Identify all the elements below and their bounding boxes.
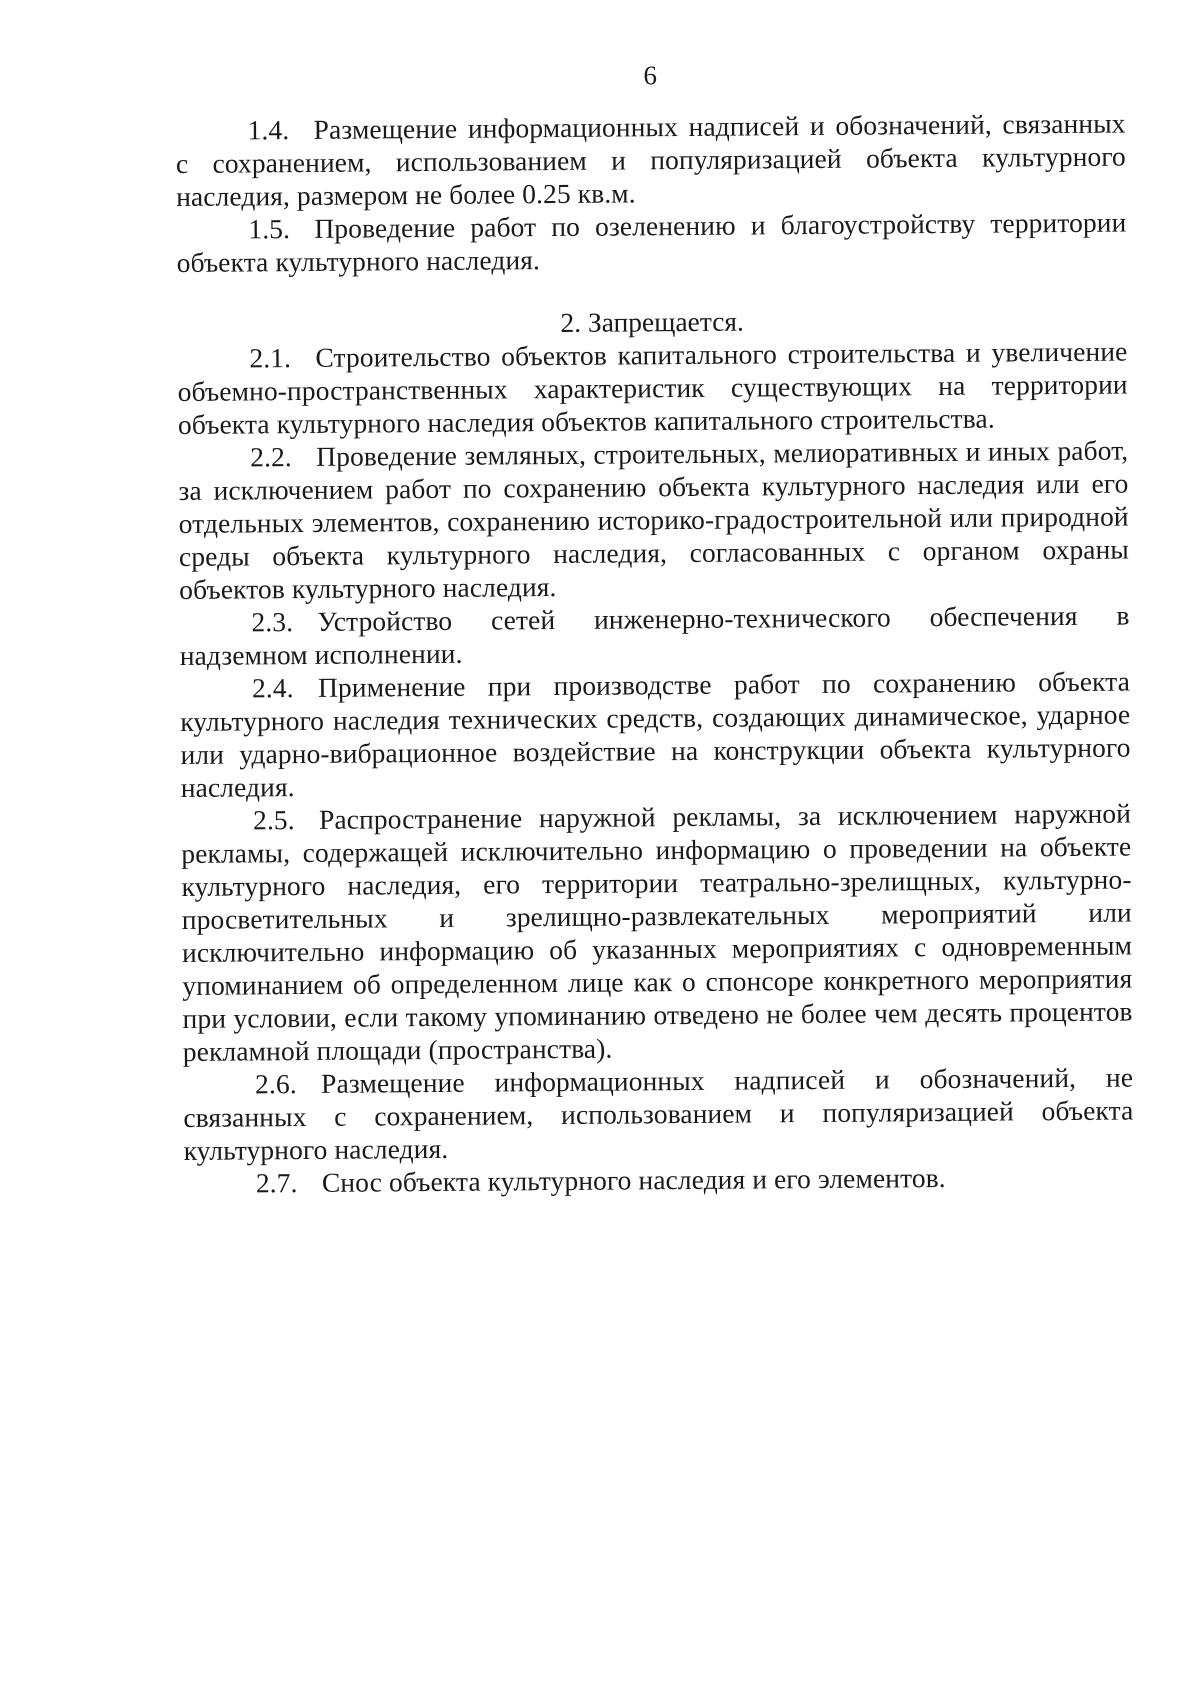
section-heading-prohibited: 2. Запрещается. [560, 305, 744, 338]
item-2-2 [178, 434, 1129, 606]
item-text: Устройство сетей инженерно-технического обеспечения в надземном исполнении. [179, 599, 1130, 671]
item-text: Проведение работ по озеленению и благоустройству территории объекта культурного наследия. [176, 206, 1127, 278]
item-text: Строительство объектов капитального строительства и увеличение объемно-пространственных характеристик существующих на территории объекта культурного наследия объектов капитального строительства. [177, 335, 1128, 440]
page-number: 6 [643, 60, 658, 91]
item-number: 2.6. [254, 1068, 297, 1100]
item-2-3 [179, 599, 1129, 672]
item-2-4 [180, 665, 1131, 804]
item-number: 1.5. [248, 213, 291, 245]
document-content [175, 45, 1134, 1200]
item-1-5 [176, 206, 1126, 279]
item-number: 2.2. [250, 441, 292, 473]
item-number: 2.4. [251, 672, 294, 704]
item-1-4 [175, 107, 1126, 213]
item-number: 2.1. [249, 342, 292, 374]
item-text: Размещение информационных надписей и обозначений, не связанных с сохранением, использованием и популяризацией объекта культурного наследия. [183, 1061, 1134, 1166]
item-number: 1.4. [247, 114, 290, 146]
item-number: 2.5. [252, 804, 295, 836]
item-2-7 [184, 1160, 1134, 1200]
item-number: 2.7. [255, 1167, 298, 1199]
item-2-6 [183, 1061, 1134, 1167]
item-text: Размещение информационных надписей и обозначений, связанных с сохранением, использованием и популяризацией объекта культурного наследия, размером не более 0.25 кв.м. [175, 107, 1126, 212]
item-text: Снос объекта культурного наследия и его элементов. [321, 1161, 946, 1198]
item-2-5 [181, 797, 1133, 1068]
item-text: Применение при производстве работ по сохранению объекта культурного наследия технических средств, создающих динамическое, ударное или ударно-вибрационное воздействие на конструкции объекта культурного наследия. [180, 665, 1131, 803]
item-2-1 [177, 335, 1128, 441]
item-text: Проведение земляных, строительных, мелиоративных и иных работ, за исключением работ по сохранению объекта культурного наследия или его отдельных элементов, сохранению историко-градостроительной или природной среды объекта культурного наследия, согласованных с органом охраны объектов культурного наследия. [178, 434, 1130, 605]
item-number: 2.3. [251, 606, 294, 638]
item-text: Распространение наружной рекламы, за исключением наружной рекламы, содержащей исключительно информацию о проведении на объекте культурного наследия, его территории театрально-зрелищных, культурно-просветительных и зрелищно-развлекательных мероприятий или исключительно информацию об указанных мероприятиях с одновременным упоминанием об определенном лице как о спонсоре конкретного мероприятия при условии, если такому упоминанию отведено не более чем десять процентов рекламной площади (пространства). [181, 797, 1133, 1067]
